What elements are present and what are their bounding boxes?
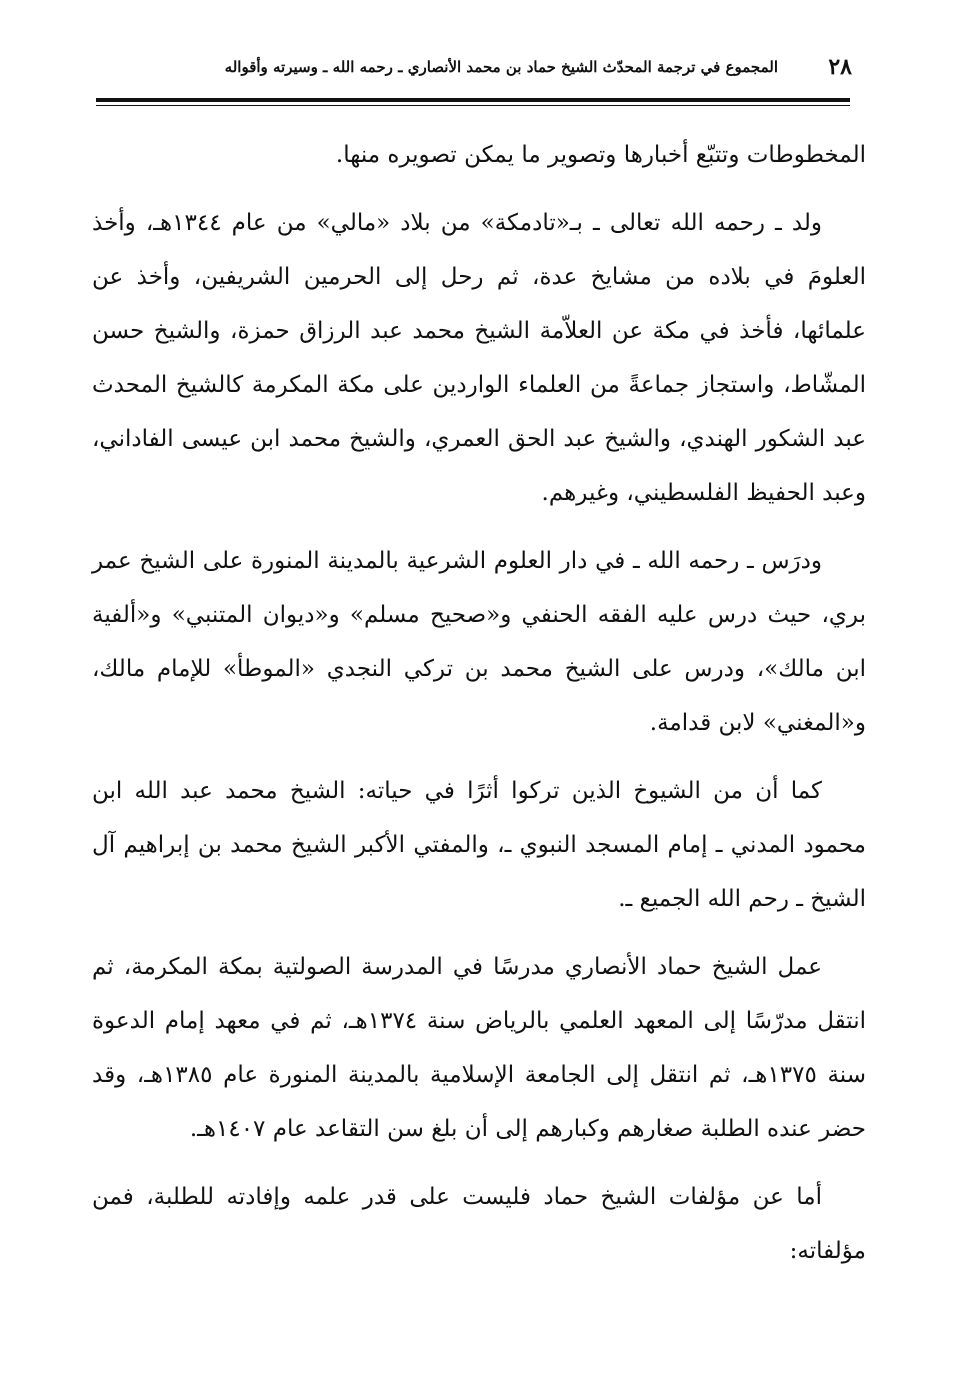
- body-text: [92, 128, 866, 1292]
- header-rule-thin: [96, 105, 850, 106]
- paragraph-studies: ودرَس ـ رحمه الله ـ في دار العلوم الشرعية بالمدينة المنورة على الشيخ عمر بري، حيث درس عليه الفقه الحنفي و«صحيح مسلم» و«ديوان المتنبي» و«ألفية ابن مالك»، ودرس على الشيخ محمد بن تركي النجدي «الموطأ» للإمام مالك، و«المغني» لابن قدامة.: [92, 548, 866, 736]
- running-title: المجموع في ترجمة المحدّث الشيخ حماد بن محمد الأنصاري ـ رحمه الله ـ وسيرته وأقواله: [224, 58, 778, 76]
- page-header: [96, 48, 856, 98]
- header-rule-thick: [96, 98, 850, 102]
- paragraph-works: أما عن مؤلفات الشيخ حماد فليست على قدر علمه وإفادته للطلبة، فمن مؤلفاته:: [92, 1184, 866, 1264]
- page-number: ٢٨: [828, 54, 852, 80]
- paragraph-career: عمل الشيخ حماد الأنصاري مدرسًا في المدرسة الصولتية بمكة المكرمة، ثم انتقل مدرّسًا إلى المعهد العلمي بالرياض سنة ١٣٧٤هـ، ثم في معهد إمام الدعوة سنة ١٣٧٥هـ، ثم انتقل إلى الجامعة الإسلامية بالمدينة المنورة عام ١٣٨٥هـ، وقد حضر عنده الطلبة صغارهم وكبارهم إلى أن بلغ سن التقاعد عام ١٤٠٧هـ.: [92, 954, 867, 1142]
- paragraph-influences: كما أن من الشيوخ الذين تركوا أثرًا في حياته: الشيخ محمد عبد الله ابن محمود المدني ـ إمام المسجد النبوي ـ، والمفتي الأكبر الشيخ محمد بن إبراهيم آل الشيخ ـ رحم الله الجميع ـ.: [92, 778, 866, 912]
- paragraph-continuation: المخطوطات وتتبّع أخبارها وتصوير ما يمكن تصويره منها.: [335, 142, 866, 168]
- paragraph-birth: ولد ـ رحمه الله تعالى ـ بـ«تادمكة» من بلاد «مالي» من عام ١٣٤٤هـ، وأخذ العلومَ في بلاده من مشايخ عدة، ثم رحل إلى الحرمين الشريفين، وأخذ عن علمائها، فأخذ في مكة عن العلاّمة الشيخ محمد عبد الرزاق حمزة، والشيخ حسن المشّاط، واستجاز جماعةً من العلماء الواردين على مكة المكرمة كالشيخ المحدث عبد الشكور الهندي، والشيخ عبد الحق العمري، والشيخ محمد ابن عيسى الفاداني، وعبد الحفيظ الفلسطيني، وغيرهم.: [92, 210, 866, 506]
